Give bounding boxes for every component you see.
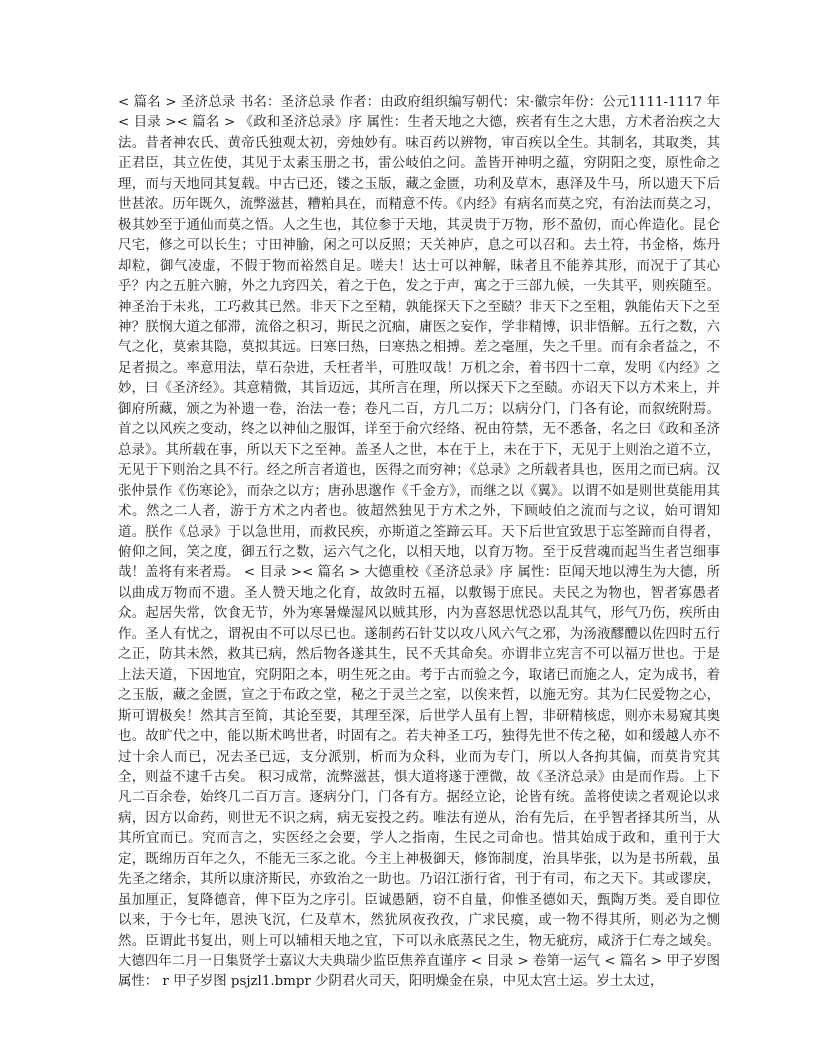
document-body-text: < 篇名 > 圣济总录 书名：圣济总录 作者：由政府组织编写朝代：宋·徽宗年份：公元1111-1117 年 < 目录 >< 篇名 > 《政和圣济总录》序 属性：生者天地之大德，疾者有生之大患，方术者治疾之大法。昔者神农氏、黄帝氏独观太初，旁烛妙有。味百药以辨物，审百疾以全生。其制名，其取类，其正君臣，其立佐使，其见于太素玉册之书，雷公岐伯之问。盖皆开神明之蕴，穷阴阳之变，原性命之理，而与天地同其复载。中古已还，镂之玉版，藏之金匮，功利及草木，惠泽及牛马，所以遗天下后世甚浓。历年既久，流弊滋甚，糟粕具在，而精意不传。《内经》有病名而莫之究，有治法而莫之习，极其妙至于通仙而莫之悟。人之生也，其位参于天地，其灵贵于万物，形不盈仞，而心侔造化。昆仑尺宅，修之可以长生；寸田神腧，闲之可以反照；天关神庐，息之可以召和。去土符，书金格，炼丹却粒，御气凌虚，不假于物而裕然自足。嗟夫！达士可以神解，昧者且不能养其形，而况于了其心乎？内之五脏六腑，外之九窍四关，着之于色，发之于声，寓之于三部九候，一失其平，则疾随至。神圣治于未兆，工巧救其已然。非天下之至精，孰能探天下之至赜？非天下之至粗，孰能佑天下之至神？朕悯大道之郁滞，流俗之积习，斯民之沉痼，庸医之妄作，学非精博，识非悟解。五行之数，六气之化，莫索其隐，莫拟其远。曰寒曰热，曰寒热之相搏。差之毫厘，失之千里。而有余者益之，不足者损之。率意用法，草石杂进，夭枉者半，可胜叹哉！万机之余，着书四十二章，发明《内经》之妙，曰《圣济经》。其意精微，其旨迈远，其所言在理，所以探天下之至赜。亦诏天下以方术来上，并御府所藏，颁之为补遗一卷，治法一卷；卷凡二百，方几二万；以病分门，门各有论，而叙统附焉。首之以风疾之变动，终之以神仙之服饵，详至于俞穴经络、祝由符禁，无不悉备，名之曰《政和圣济总录》。其所载在事，所以天下之至神。盖圣人之世，本在于上，未在于下，无见于上则治之道不立，无见于下则治之具不行。经之所言者道也，医得之而穷神；《总录》之所载者具也，医用之而已病。汉张仲景作《伤寒论》，而杂之以方；唐孙思邈作《千金方》，而继之以《翼》。以谓不如是则世莫能用其术。然之二人者，游于方术之内者也。彼超然独见于方术之外，下顾岐伯之流而与之议，始可谓知道。朕作《总录》于以急世用，而救民疾，亦斯道之筌蹄云耳。天下后世宜致思于忘筌蹄而自得者，俯仰之间，笑之度，御五行之数，运六气之化，以相天地，以育万物。至于反营魂而起当生者岂细事哉！盖将有来者焉。 < 目录 >< 篇名 > 大德重校《圣济总录》序 属性：臣闻天地以溥生为大德，所以曲成万物而不遗。圣人赞天地之化育，故敛时五福，以敷锡于庶民。夫民之为物也，智者寡愚者众。起居失常，饮食无节，外为寒暑燥湿风以贼其形，内为喜怒思忧恐以乱其气，形气乃伤，疾所由作。圣人有忧之，谓祝由不可以尽已也。遂制药石针艾以攻八风六气之邪，为汤液醪醴以佐四时五行之正，防其未然，救其已病，然后物各遂其生，民不夭其命矣。亦谓非立宪言不可以福万世也。于是上法天道，下因地宜，究阴阳之本，明生死之由。考于古而验之今，取诸已而施之人，定为成书，着之玉版，藏之金匮，宣之于布政之堂，秘之于灵兰之室，以俟来哲，以施无穷。其为仁民爱物之心，斯可谓极矣！然其言至简，其论至要，其理至深，后世学人虽有上智，非研精核虑，则亦未易窥其奥也。故旷代之中，能以斯术鸣世者，时固有之。若夫神圣工巧，独得先世不传之秘，如和缓越人亦不过十余人而已，况去圣已远，支分派别，析而为众科，业而为专门，所以人各拘其偏，而莫肯究其全，则益不逮千古矣。 积习成常，流弊滋甚，惧大道将遂于湮微，故《圣济总录》由是而作焉。上下凡二百余卷，始终几二百万言。逐病分门，门各有方。据经立论，论皆有统。盖将使读之者观论以求病，因方以命药，则世无不识之病，病无妄投之药。唯法有逆从，治有先后，在乎智者择其所当，从其所宜而已。究而言之，实医经之会要，学人之指南，生民之司命也。惜其始成于政和，重刊于大定，既绵历百年之久，不能无三豕之讹。今主上神极御天，修饰制度，治具毕张，以为是书所载，虽先圣之绪余，其所以康济斯民，亦致治之一助也。乃诏江浙行省，刊于有司，布之天下。其或谬戾，虽加厘正，复降德音，俾下臣为之序引。臣诚愚陋，窃不自量，仰惟圣德如天，甄陶万类。爰自即位以来，于今七年，恩泱飞沉，仁及草木，然犹夙夜孜孜，广求民瘼，或一物不得其所，则必为之恻然。臣谓此书复出，则上可以辅相天地之宜，下可以永底蒸民之生，物无疵疠，咸济于仁寿之域矣。大德四年二月一日集贤学士嘉议大夫典瑞少监臣焦养直谨序 < 目录 > 卷第一运气 < 篇名 > 甲子岁图 属性： r 甲子岁图 psjzl1.bmpr 少阴君火司天，阳明燥金在泉，中见太宫土运。岁土太过，	[118, 95, 720, 990]
